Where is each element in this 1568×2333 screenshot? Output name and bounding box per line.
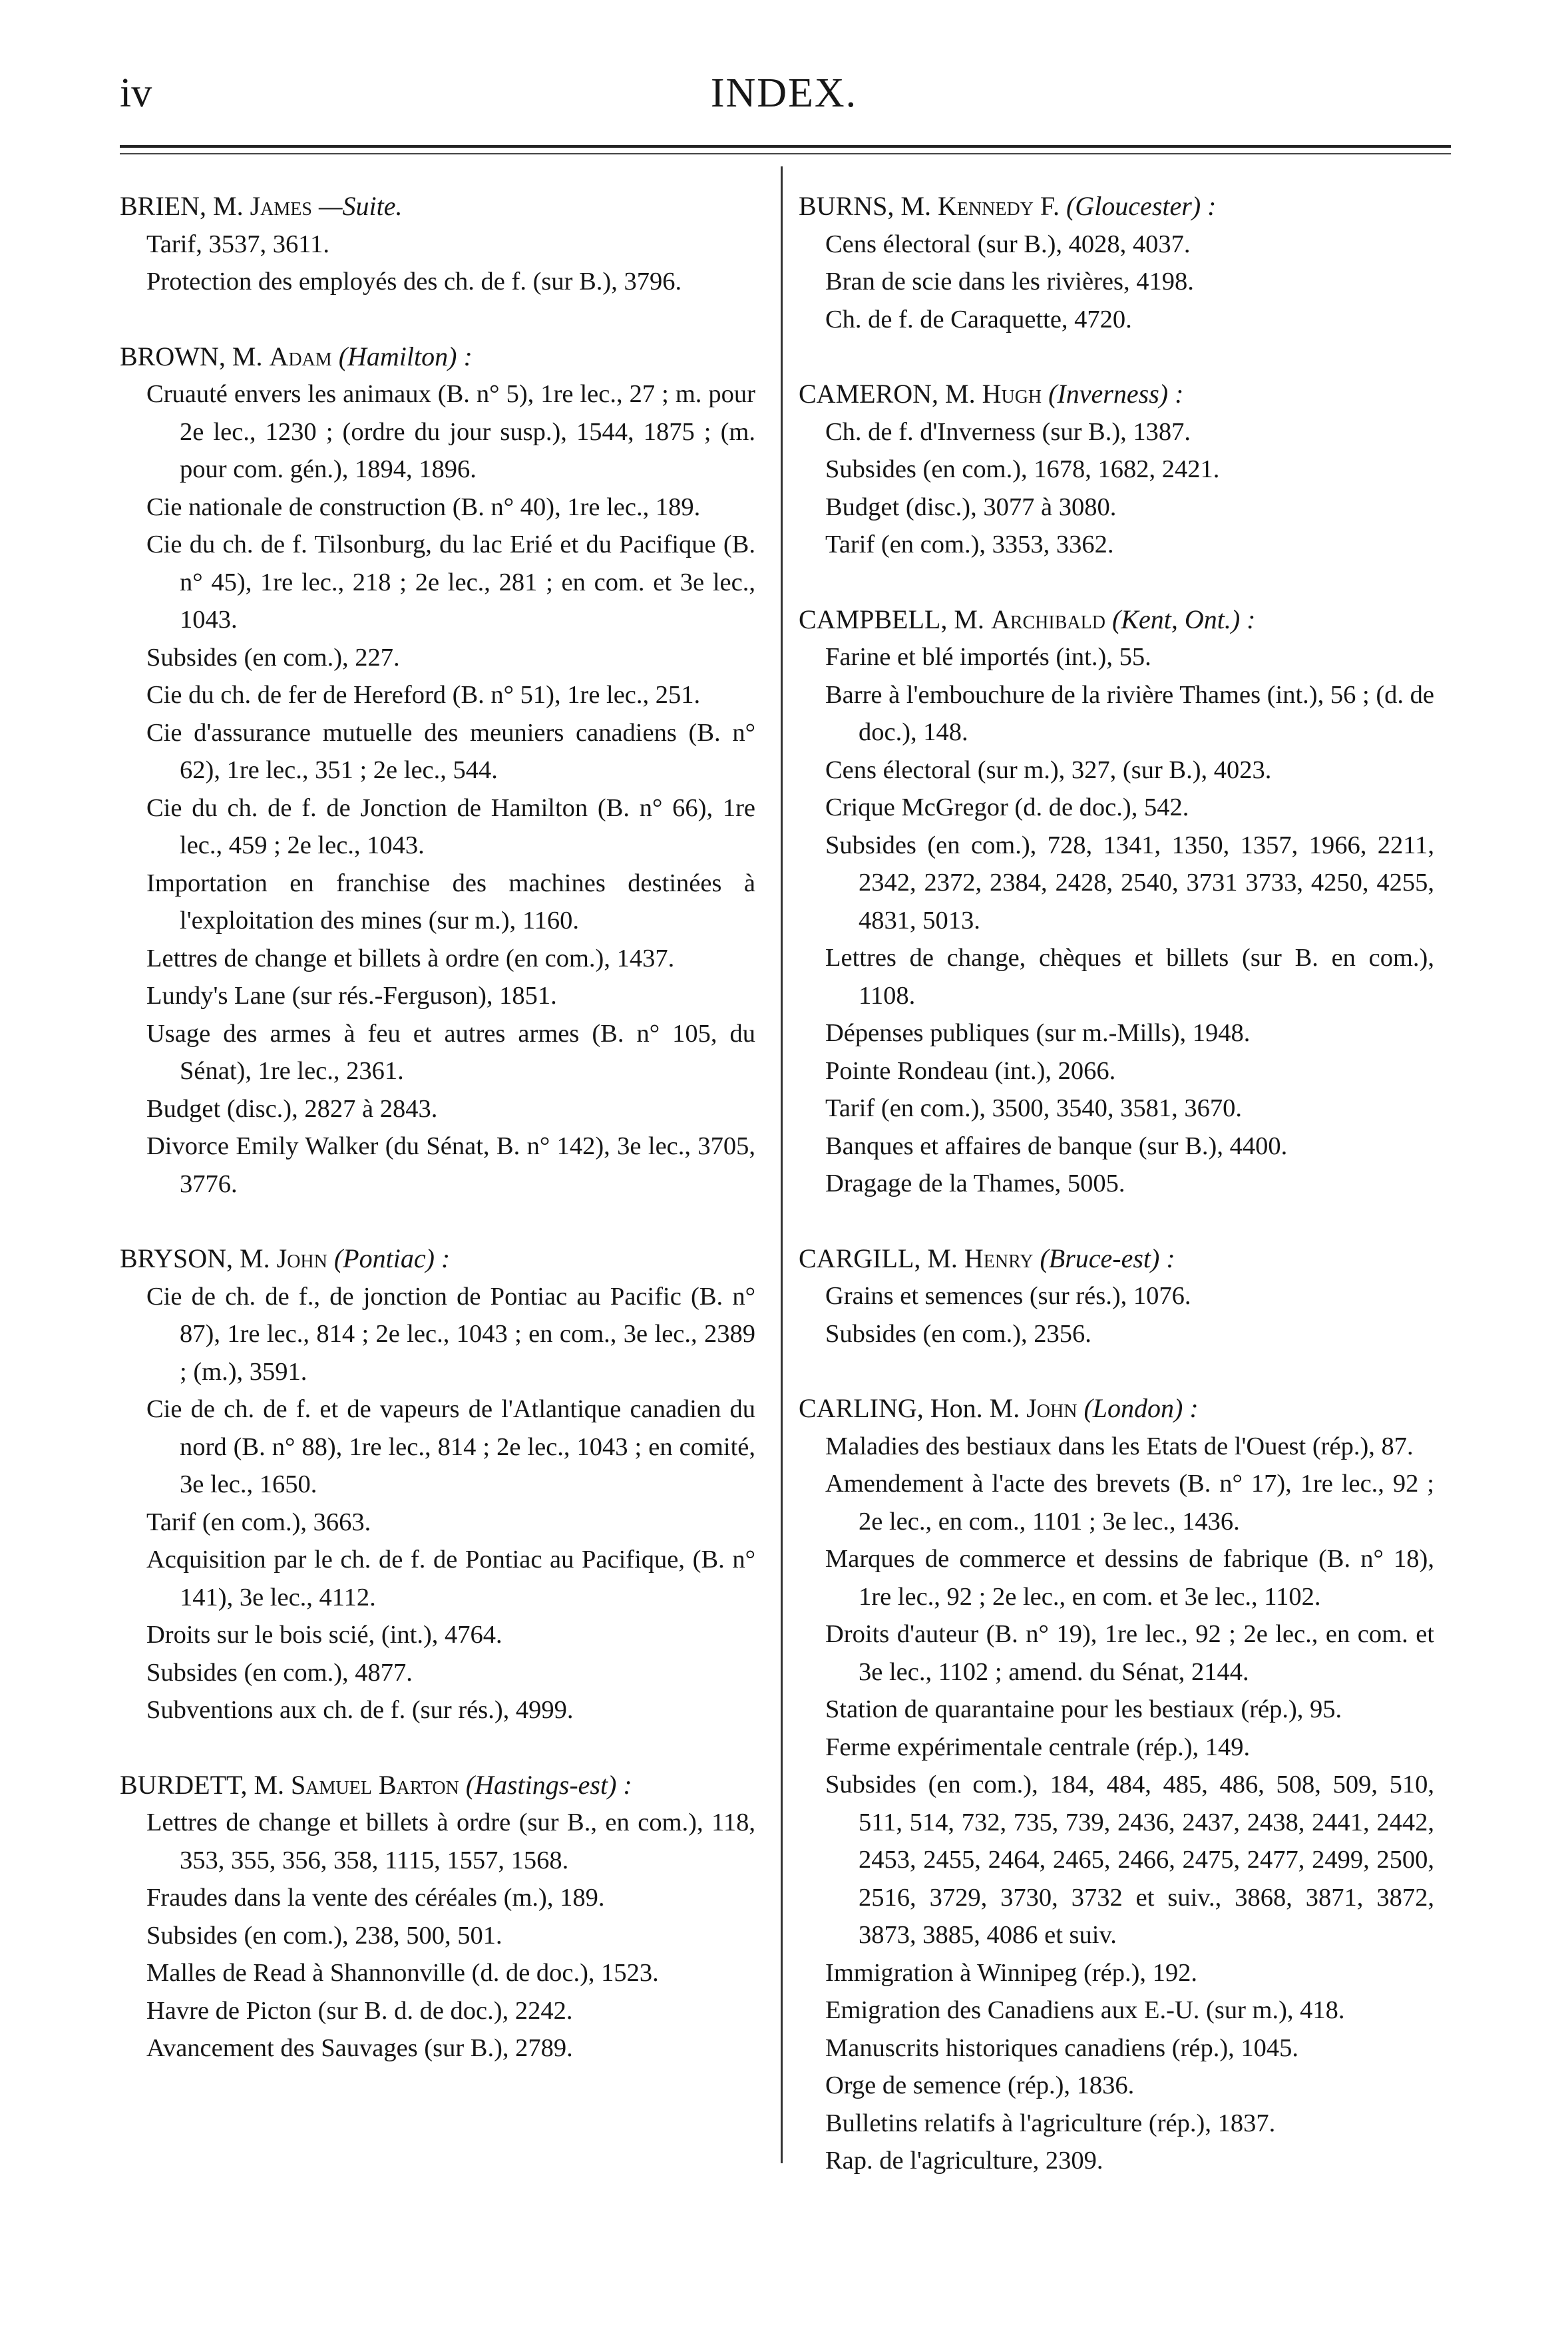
member-heading [120,338,755,376]
index-entry [799,375,1434,564]
index-item: Dragage de la Thames, 5005. [825,1169,1125,1197]
index-item: Subsides (en com.), 238, 500, 501. [146,1921,502,1950]
index-item: Amendement à l'acte des brevets (B. n° 17), 1re lec., 92 ; 2e lec., en com., 1101 ; 3e lec., 1436. [825,1470,1434,1536]
index-item: Lettres de change et billets à ordre (sur B., en com.), 118, 353, 355, 356, 358, 1115, 1557, 1568. [146,1808,755,1874]
index-item: Lettres de change, chèques et billets (sur B. en com.), 1108. [825,944,1434,1010]
member-riding: —Suite. [318,191,403,221]
index-item: Subventions aux ch. de f. (sur rés.), 4999. [146,1696,574,1724]
member-riding: (Kent, Ont.) : [1111,604,1256,634]
index-item: Usage des armes à feu et autres armes (B. n° 105, du Sénat), 1re lec., 2361. [146,1019,755,1085]
index-entry [799,1390,1434,2180]
member-given-name: James [250,191,312,221]
index-item: Marques de commerce et dessins de fabrique (B. n° 18), 1re lec., 92 ; 2e lec., en com. et 3e lec., 1102. [825,1545,1434,1611]
index-entry [120,1240,755,1729]
index-item: Tarif, 3537, 3611. [146,230,329,258]
column-divider [781,166,783,2163]
index-item: Havre de Picton (sur B. d. de doc.), 2242. [146,1996,573,2025]
index-item: Subsides (en com.), 4877. [146,1658,413,1687]
index-item: Cie du ch. de f. de Jonction de Hamilton (B. n° 66), 1re lec., 459 ; 2e lec., 1043. [146,793,755,859]
member-riding: (Gloucester) : [1066,191,1217,221]
index-item: Tarif (en com.), 3663. [146,1508,371,1536]
index-item: Cie de ch. de f. et de vapeurs de l'Atlantique canadien du nord (B. n° 88), 1re lec., 814 ; 2e lec., 1043 ; en comité, 3e lec., 1650. [146,1395,755,1498]
index-item: Orge de semence (rép.), 1836. [825,2071,1135,2099]
index-item: Banques et affaires de banque (sur B.), 4400. [825,1132,1288,1160]
member-heading [799,601,1434,639]
index-item: Droits d'auteur (B. n° 19), 1re lec., 92 ; 2e lec., en com. et 3e lec., 1102 ; amend. du Sénat, 2144. [825,1620,1434,1686]
member-heading [799,375,1434,413]
index-item: Dépenses publiques (sur m.-Mills), 1948. [825,1019,1251,1047]
index-item: Manuscrits historiques canadiens (rép.), 1045. [825,2033,1299,2062]
index-item: Importation en franchise des machines destinées à l'exploitation des mines (sur m.), 1160. [146,869,755,935]
index-entry [120,338,755,1203]
index-item: Bran de scie dans les rivières, 4198. [825,268,1194,296]
index-entry [120,188,755,301]
member-heading [120,188,755,226]
header-rule-thin [120,153,1451,154]
member-given-name: Kennedy F. [937,191,1060,221]
member-surname: BRIEN, M. [120,191,244,221]
member-given-name: Hugh [982,379,1042,409]
index-item: Emigration des Canadiens aux E.-U. (sur m.), 418. [825,1996,1345,2024]
index-entry [799,1240,1434,1353]
index-item: Farine et blé importés (int.), 55. [825,643,1151,671]
index-item: Cie du ch. de f. Tilsonburg, du lac Erié et du Pacifique (B. n° 45), 1re lec., 218 ; 2e lec., 281 ; en com. et 3e lec., 1043. [146,530,755,634]
index-item: Cens électoral (sur m.), 327, (sur B.), 4023. [825,755,1272,784]
member-surname: CARGILL, M. [799,1243,958,1273]
index-entry [799,601,1434,1203]
right-column [799,188,1434,2217]
member-riding: (London) : [1083,1393,1199,1423]
index-item: Malles de Read à Shannonville (d. de doc.), 1523. [146,1959,659,1987]
member-surname: BRYSON, M. [120,1243,270,1273]
member-riding: (Inverness) : [1048,379,1184,409]
index-item: Cie de ch. de f., de jonction de Pontiac au Pacific (B. n° 87), 1re lec., 814 ; 2e lec., 1043 ; en com., 3e lec., 2389 ; (m.), 3591. [146,1282,755,1386]
member-heading [799,188,1434,226]
member-surname: CAMPBELL, M. [799,604,984,634]
member-surname: CARLING, Hon. M. [799,1393,1020,1423]
member-riding: (Hamilton) : [338,341,473,371]
member-heading [120,1240,755,1278]
member-heading [799,1240,1434,1278]
index-item: Tarif (en com.), 3353, 3362. [825,530,1114,558]
index-item: Crique McGregor (d. de doc.), 542. [825,793,1189,821]
index-item: Barre à l'embouchure de la rivière Thames (int.), 56 ; (d. de doc.), 148. [825,680,1434,746]
index-item: Budget (disc.), 3077 à 3080. [825,493,1117,521]
member-riding: (Hastings-est) : [465,1769,632,1800]
index-item: Lundy's Lane (sur rés.-Ferguson), 1851. [146,982,557,1010]
index-item: Subsides (en com.), 227. [146,643,400,672]
member-heading [120,1767,755,1804]
index-item: Cie d'assurance mutuelle des meuniers canadiens (B. n° 62), 1re lec., 351 ; 2e lec., 544. [146,718,755,784]
index-item: Rap. de l'agriculture, 2309. [825,2147,1103,2175]
index-item: Divorce Emily Walker (du Sénat, B. n° 142), 3e lec., 3705, 3776. [146,1132,755,1198]
member-given-name: Adam [269,341,332,371]
page-header [0,0,1568,146]
member-given-name: Henry [964,1243,1034,1273]
member-given-name: John [276,1243,327,1273]
member-heading [799,1390,1434,1428]
index-item: Acquisition par le ch. de f. de Pontiac au Pacifique, (B. n° 141), 3e lec., 4112. [146,1546,755,1611]
index-item: Subsides (en com.), 728, 1341, 1350, 1357, 1966, 2211, 2342, 2372, 2384, 2428, 2540, 3731 3733, 4250, 4255, 4831, 5013. [825,831,1434,935]
index-item: Bulletins relatifs à l'agriculture (rép.), 1837. [825,2109,1276,2137]
header-rule-thick [120,145,1451,148]
member-surname: BROWN, M. [120,341,263,371]
index-item: Ch. de f. d'Inverness (sur B.), 1387. [825,417,1191,446]
index-item: Immigration à Winnipeg (rép.), 192. [825,1958,1198,1987]
index-item: Budget (disc.), 2827 à 2843. [146,1094,438,1123]
index-item: Cruauté envers les animaux (B. n° 5), 1re lec., 27 ; m. pour 2e lec., 1230 ; (ordre du jour susp.), 1544, 1875 ; (m. pour com. gén.), 1894, 1896. [146,380,755,483]
running-title: INDEX. [710,71,858,116]
index-item: Cie nationale de construction (B. n° 40), 1re lec., 189. [146,493,701,521]
member-given-name: John [1026,1393,1078,1423]
member-surname: CAMERON, M. [799,379,976,409]
index-item: Pointe Rondeau (int.), 2066. [825,1056,1116,1085]
index-item: Maladies des bestiaux dans les Etats de l'Ouest (rép.), 87. [825,1432,1414,1460]
index-item: Subsides (en com.), 184, 484, 485, 486, 508, 509, 510, 511, 514, 732, 735, 739, 2436, 2437, 2438, 2441, 2442, 2453, 2455, 2464, 2465, 2466, 2475, 2477, 2499, 2500, 2516, 3729, 3730, 3732 et suiv., 3868, 3871, 3872, 3873, 3885, 4086 et suiv. [825,1771,1434,1949]
index-item: Tarif (en com.), 3500, 3540, 3581, 3670. [825,1094,1243,1122]
index-item: Station de quarantaine pour les bestiaux (rép.), 95. [825,1695,1342,1723]
index-item: Ch. de f. de Caraquette, 4720. [825,305,1132,333]
index-item: Grains et semences (sur rés.), 1076. [825,1282,1191,1310]
member-riding: (Pontiac) : [333,1243,451,1273]
left-column [120,188,755,2105]
index-item: Cens électoral (sur B.), 4028, 4037. [825,230,1191,258]
index-entry [799,188,1434,338]
member-surname: BURNS, M. [799,191,931,221]
index-item: Droits sur le bois scié, (int.), 4764. [146,1621,502,1649]
index-item: Subsides (en com.), 1678, 1682, 2421. [825,455,1220,483]
index-item: Subsides (en com.), 2356. [825,1319,1091,1348]
member-given-name: Samuel Barton [291,1769,459,1800]
member-given-name: Archibald [990,604,1105,634]
index-item: Avancement des Sauvages (sur B.), 2789. [146,2034,573,2062]
index-entry [120,1767,755,2067]
index-item: Cie du ch. de fer de Hereford (B. n° 51), 1re lec., 251. [146,681,701,709]
member-surname: BURDETT, M. [120,1769,285,1800]
index-item: Fraudes dans la vente des céréales (m.), 189. [146,1884,605,1912]
index-item: Lettres de change et billets à ordre (en com.), 1437. [146,944,675,972]
page-number: iv [120,71,152,116]
index-item: Ferme expérimentale centrale (rép.), 149. [825,1733,1251,1761]
member-riding: (Bruce-est) : [1040,1243,1175,1273]
index-item: Protection des employés des ch. de f. (sur B.), 3796. [146,268,682,296]
